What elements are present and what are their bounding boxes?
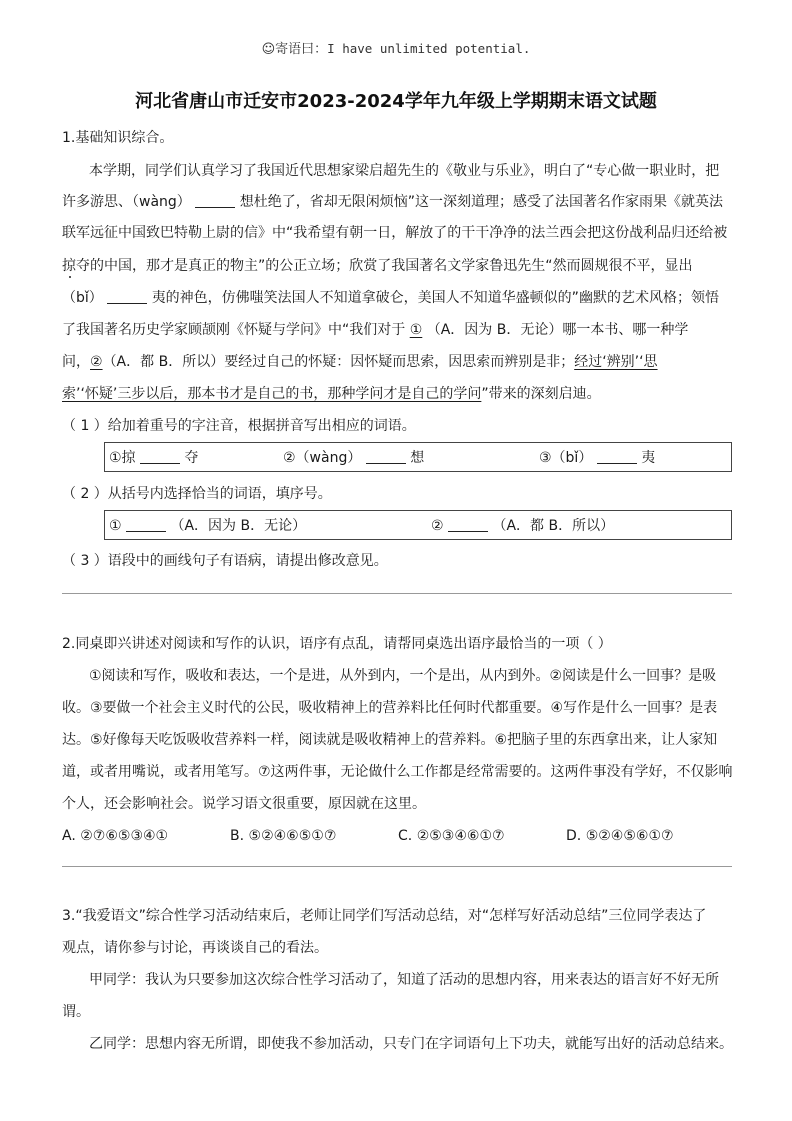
emphasis-char: 掠	[62, 258, 76, 274]
question-3	[62, 906, 734, 1066]
sub2-item: ② （A．都 B．所以）	[431, 518, 615, 534]
q1-sub3-prompt: （ 3 ）语段中的画线句子有语病，请提出修改意见。	[62, 553, 388, 569]
q2-line: 收。③要做一个社会主义时代的公民，吸收精神上的营养料比任何时代都重要。④写作是什么一回事？是表	[62, 700, 718, 716]
q1-para-line: 联军远征中国致巴特勒上尉的信》中“我希望有朝一日，解放了的干干净净的法兰西会把这份战利品归还给被	[62, 225, 728, 241]
underlined-sentence: 索’‘怀疑’三步以后，那本书才是自己的书，那种学问才是自己的学问	[62, 386, 482, 402]
option-c[interactable]: C. ②⑤③④⑥①⑦	[398, 828, 505, 844]
divider	[62, 866, 732, 867]
q2-line: 达。⑤好像每天吃饭吸收营养料一样，阅读就是吸收精神上的营养料。⑥把脑子里的东西拿出来，让人家知	[62, 732, 718, 748]
option-b[interactable]: B. ⑤②④⑥⑤①⑦	[230, 828, 337, 844]
q2-line: 个人，还会影响社会。说学习语文很重要，原因就在这里。	[62, 796, 426, 812]
q1-para-line: 了我国著名历史学家顾颉刚《怀疑与学问》中“我们对于 ① （A．因为 B．无论）哪一本书、哪一种学	[62, 322, 689, 338]
answer-blank[interactable]	[126, 517, 166, 532]
q1-para-line: 索’‘怀疑’三步以后，那本书才是自己的书，那种学问才是自己的学问”带来的深刻启迪。	[62, 386, 601, 402]
sub1-item: ②（wàng） 想	[283, 450, 425, 466]
q1-sub1-prompt: （ 1 ）给加着重号的字注音，根据拼音写出相应的词语。	[62, 418, 416, 434]
answer-blank[interactable]	[140, 449, 180, 464]
answer-blank[interactable]	[195, 193, 235, 208]
q1-para-line: （bǐ） 夷的神色，仿佛嗤笑法国人不知道拿破仑，美国人不知道华盛顿似的”幽默的艺术风格；领悟	[62, 290, 719, 306]
page-title: 河北省唐山市迁安市2023-2024学年九年级上学期期末语文试题	[135, 91, 657, 112]
sub1-answer-box	[104, 442, 732, 472]
blank-marker-2: ②	[90, 354, 103, 370]
q1-para-line: 掠夺的中国，那才是真正的物主”的公正立场；欣赏了我国著名文学家鲁迅先生“然而圆规很不平，显出	[62, 258, 693, 274]
answer-blank[interactable]	[448, 517, 488, 532]
sub2-item: ① （A．因为 B．无论）	[109, 518, 307, 534]
q1-para-line: 问，②（A．都 B．所以）要经过自己的怀疑：因怀疑而思索，因思索而辨别是非；经过‘辨别’‘思	[62, 354, 658, 370]
sub1-item: ③（bǐ） 夷	[539, 450, 656, 466]
sub2-answer-box	[104, 510, 732, 540]
q1-heading: 1.基础知识综合。	[62, 130, 174, 146]
q2-line: 道，或者用嘴说，或者用笔写。⑦这两件事，无论做什么工作都是经常需要的。这两件事没有学好，不仅影响	[62, 764, 733, 780]
q3-line: 观点，请你参与讨论，再谈谈自己的看法。	[62, 940, 328, 956]
q3-line: 3.“我爱语文”综合性学习活动结束后，老师让同学们写活动总结，对“怎样写好活动总结”三位同学表达了	[62, 908, 707, 924]
q2-line: ①阅读和写作，吸收和表达，一个是进，从外到内，一个是出，从内到外。②阅读是什么一回事？是吸	[89, 668, 717, 684]
q2-heading: 2.同桌即兴讲述对阅读和写作的认识，语序有点乱，请帮同桌选出语序最恰当的一项（ ）	[62, 636, 612, 652]
option-a[interactable]: A. ②⑦⑥⑤③④①	[62, 828, 169, 844]
answer-blank[interactable]	[597, 449, 637, 464]
motto-text: I have unlimited potential.	[327, 41, 531, 56]
motto-line	[0, 38, 792, 57]
answer-blank[interactable]	[107, 289, 147, 304]
motto-label: ☺寄语曰：	[261, 42, 328, 57]
q3-line: 乙同学：思想内容无所谓，即使我不参加活动，只专门在字词语句上下功夫，就能写出好的活动总结来。	[89, 1036, 733, 1052]
q1-para-line: 本学期，同学们认真学习了我国近代思想家梁启超先生的《敬业与乐业》，明白了“专心做一职业时，把	[89, 163, 720, 179]
question-2	[62, 634, 734, 844]
q3-line: 谓。	[62, 1004, 90, 1020]
sub1-item: ①掠 夺	[109, 450, 199, 466]
divider	[62, 593, 732, 594]
q3-line: 甲同学：我认为只要参加这次综合性学习活动了，知道了活动的思想内容，用来表达的语言好不好无所	[89, 972, 719, 988]
q1-sub2-prompt: （ 2 ）从括号内选择恰当的词语，填序号。	[62, 486, 332, 502]
q1-para-line: 许多游思、（wàng） 想杜绝了，省却无限闲烦恼”这一深刻道理；感受了法国著名作家雨果《就英法	[62, 194, 723, 210]
option-d[interactable]: D. ⑤②④⑤⑥①⑦	[566, 828, 674, 844]
underlined-sentence: 经过‘辨别’‘思	[574, 354, 658, 370]
blank-marker-1: ①	[409, 322, 423, 338]
answer-blank[interactable]	[366, 449, 406, 464]
